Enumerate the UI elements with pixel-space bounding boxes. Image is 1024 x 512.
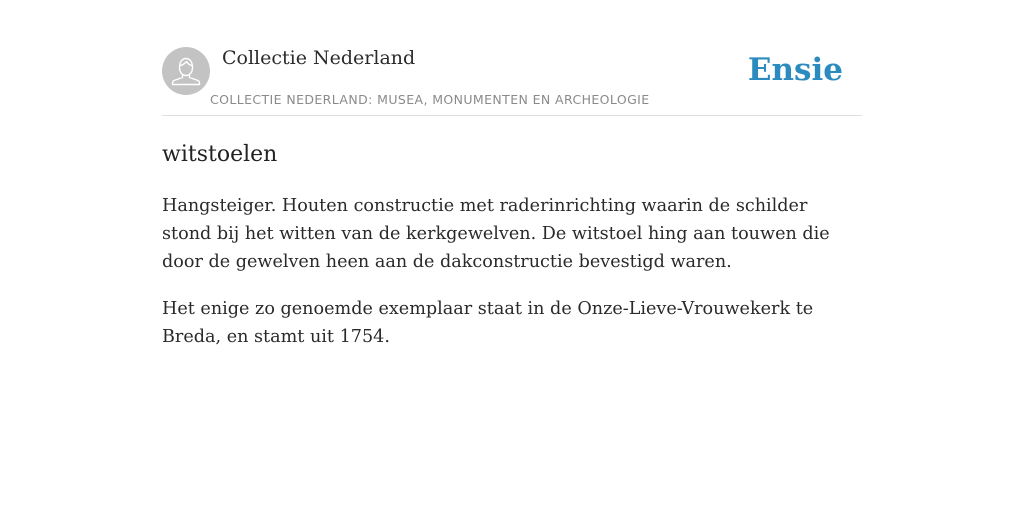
avatar[interactable] — [162, 47, 210, 95]
entry-card — [162, 46, 862, 351]
entry-paragraph: Hangsteiger. Houten constructie met raderinrichting waarin de schilder stond bij het witten van de kerkgewelven. De witstoel hing aan touwen die door de gewelven heen aan de dakconstructie bevestigd waren. — [162, 196, 830, 272]
author-name[interactable]: Collectie Nederland — [222, 47, 416, 69]
source-subtitle[interactable]: COLLECTIE NEDERLAND: MUSEA, MONUMENTEN EN ARCHEOLOGIE — [210, 92, 650, 107]
entry-body — [162, 192, 862, 351]
entry-paragraph: Het enige zo genoemde exemplaar staat in de Onze-Lieve-Vrouwekerk te Breda, en stamt uit 1754. — [162, 299, 814, 347]
ensie-logo[interactable]: Ensie — [747, 52, 843, 88]
user-icon — [162, 47, 210, 95]
entry-title: witstoelen — [162, 142, 278, 167]
entry-header — [162, 46, 862, 116]
